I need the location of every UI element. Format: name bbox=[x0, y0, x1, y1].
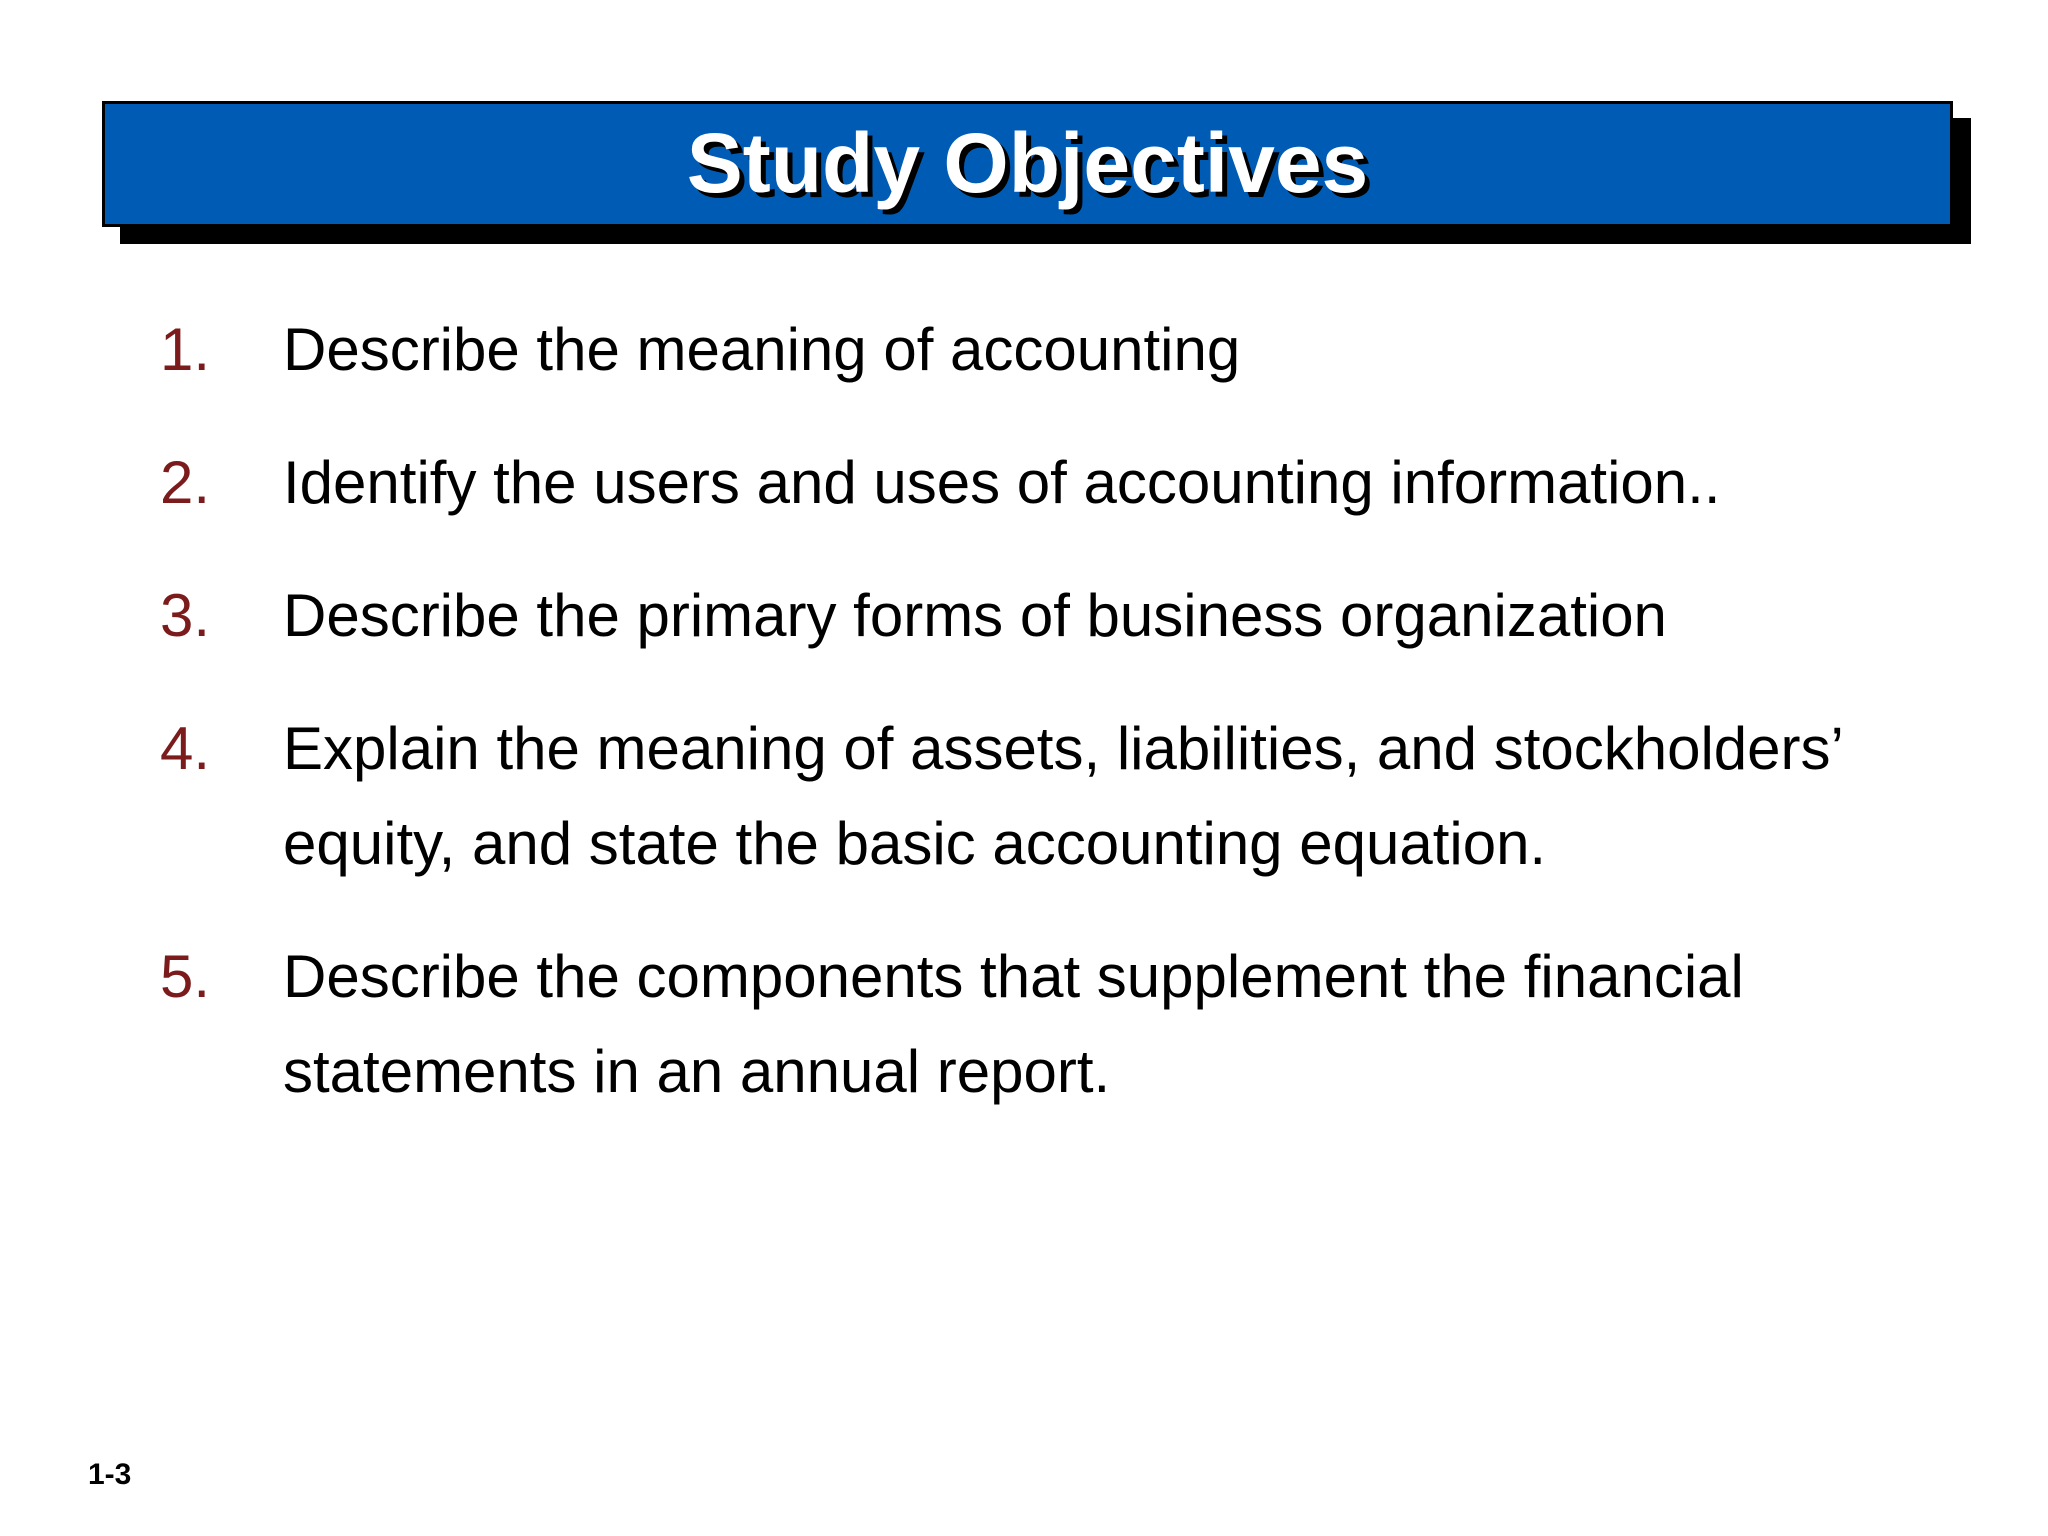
objective-text: Explain the meaning of assets, liabilities, and stockholders’ equity, and state the basic accounting equation. bbox=[283, 715, 1842, 877]
objective-item bbox=[160, 435, 1980, 530]
objective-number: 5. bbox=[160, 943, 211, 1010]
objective-item bbox=[160, 302, 1980, 397]
objective-text: Describe the primary forms of business organization bbox=[283, 582, 1667, 649]
objective-text: Describe the meaning of accounting bbox=[283, 316, 1241, 383]
slide-title: Study Objectives bbox=[686, 116, 1369, 210]
objectives-list bbox=[160, 302, 1980, 1157]
objective-number: 4. bbox=[160, 715, 211, 782]
objective-text: Identify the users and uses of accounting information.. bbox=[283, 449, 1721, 516]
objective-text: Describe the components that supplement the financial statements in an annual report. bbox=[283, 943, 1744, 1105]
slide-number: 1-3 bbox=[88, 1458, 132, 1491]
objective-number: 2. bbox=[160, 449, 211, 516]
objective-item bbox=[160, 701, 1980, 891]
objective-item bbox=[160, 929, 1980, 1119]
objective-number: 1. bbox=[160, 316, 211, 383]
title-bar bbox=[102, 101, 1953, 227]
objective-item bbox=[160, 568, 1980, 663]
objective-number: 3. bbox=[160, 582, 211, 649]
